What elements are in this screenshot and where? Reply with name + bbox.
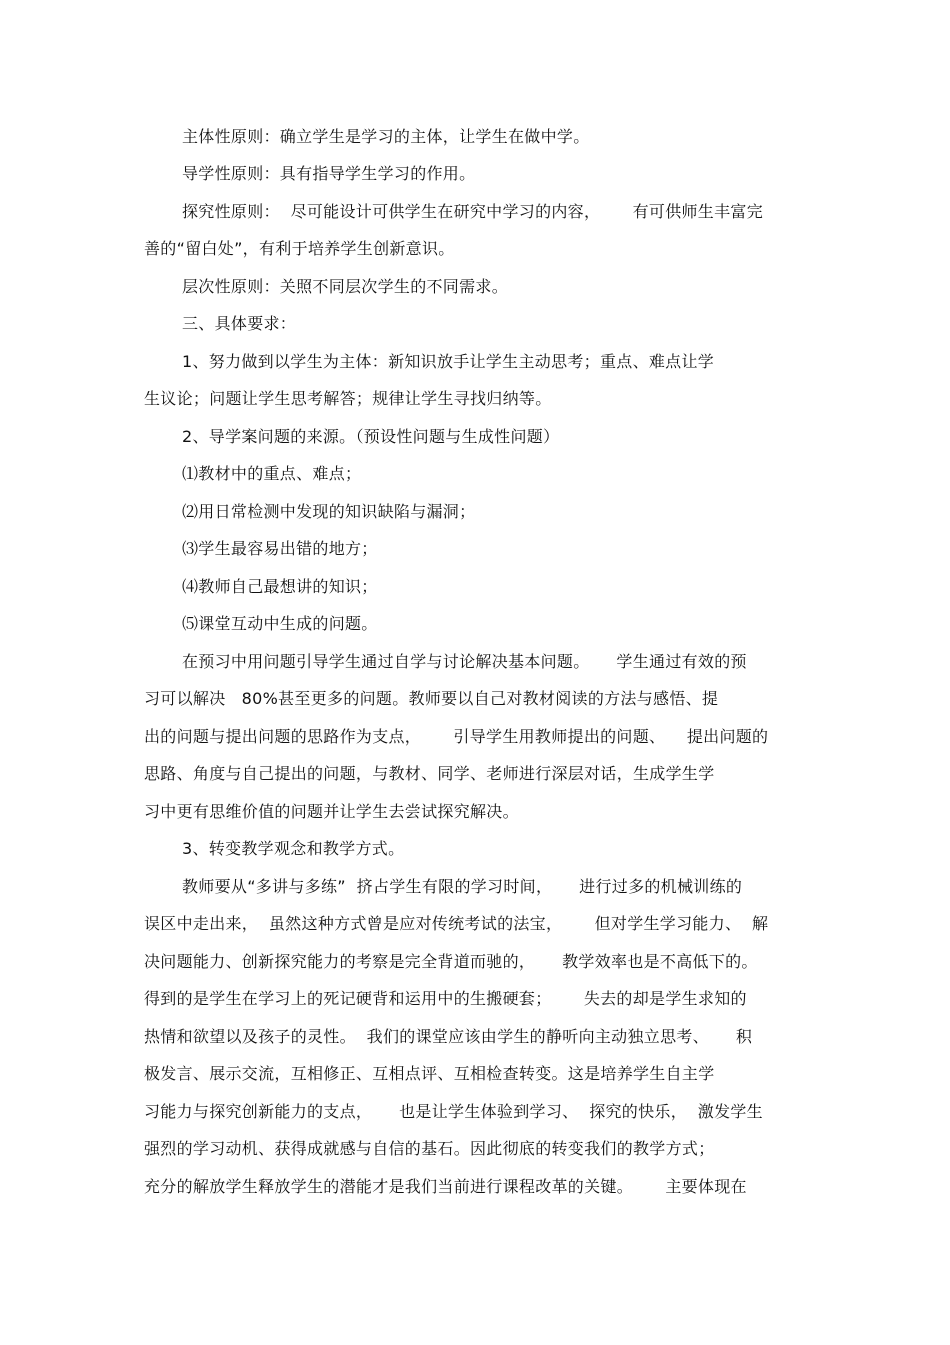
requirement-1-line-2: 生议论；问题让学生思考解答；规律让学生寻找归纳等。 (144, 389, 552, 408)
paragraph-teaching-line-6: 极发言、展示交流，互相修正、互相点评、互相检查转变。这是培养学生自主学 (144, 1064, 715, 1083)
list-item-1: ⑴教材中的重点、难点； (182, 464, 362, 483)
paragraph-inquiry-principle-line-1: 探究性原则： 尽可能设计可供学生在研究中学习的内容， 有可供师生丰富完 (182, 202, 763, 221)
paragraph-teaching-line-2: 误区中走出来， 虽然这种方式曾是应对传统考试的法宝， 但对学生学习能力、 解 (144, 914, 769, 933)
list-item-2: ⑵用日常检测中发现的知识缺陷与漏洞； (182, 502, 476, 521)
paragraph-teaching-line-9: 充分的解放学生释放学生的潜能才是我们当前进行课程改革的关键。 主要体现在 (144, 1177, 747, 1196)
paragraph-inquiry-principle-line-2: 善的“留白处”，有利于培养学生创新意识。 (144, 239, 455, 258)
requirement-1-line-1: 1、努力做到以学生为主体：新知识放手让学生主动思考；重点、难点让学 (182, 352, 715, 371)
paragraph-teaching-line-7: 习能力与探究创新能力的支点， 也是让学生体验到学习、 探究的快乐， 激发学生 (144, 1102, 763, 1121)
paragraph-preview-line-2: 习可以解决 80%甚至更多的问题。教师要以自己对教材阅读的方法与感悟、提 (144, 689, 719, 708)
paragraph-level-principle: 层次性原则：关照不同层次学生的不同需求。 (182, 277, 509, 296)
paragraph-teaching-line-5: 热情和欲望以及孩子的灵性。 我们的课堂应该由学生的静听向主动独立思考、 积 (144, 1027, 753, 1046)
requirement-2-heading: 2、导学案问题的来源。（预设性问题与生成性问题） (182, 427, 560, 446)
paragraph-preview-line-1: 在预习中用问题引导学生通过自学与讨论解决基本问题。 学生通过有效的预 (182, 652, 747, 671)
list-item-3: ⑶学生最容易出错的地方； (182, 539, 378, 558)
paragraph-guidance-principle: 导学性原则：具有指导学生学习的作用。 (182, 164, 476, 183)
paragraph-subject-principle: 主体性原则：确立学生是学习的主体，让学生在做中学。 (182, 127, 590, 146)
paragraph-preview-line-4: 思路、角度与自己提出的问题，与教材、同学、老师进行深层对话，生成学生学 (144, 764, 715, 783)
paragraph-teaching-line-4: 得到的是学生在学习上的死记硬背和运用中的生搬硬套； 失去的却是学生求知的 (144, 989, 747, 1008)
paragraph-preview-line-5: 习中更有思维价值的问题并让学生去尝试探究解决。 (144, 802, 519, 821)
list-item-5: ⑸课堂互动中生成的问题。 (182, 614, 378, 633)
paragraph-preview-line-3: 出的问题与提出问题的思路作为支点， 引导学生用教师提出的问题、 提出问题的 (144, 727, 769, 746)
paragraph-teaching-line-1: 教师要从“多讲与多练” 挤占学生有限的学习时间， 进行过多的机械训练的 (182, 877, 743, 896)
paragraph-teaching-line-3: 决问题能力、创新探究能力的考察是完全背道而驰的， 教学效率也是不高低下的。 (144, 952, 758, 971)
list-item-4: ⑷教师自己最想讲的知识； (182, 577, 378, 596)
paragraph-teaching-line-8: 强烈的学习动机、获得成就感与自信的基石。因此彻底的转变我们的教学方式； (144, 1139, 715, 1158)
section-heading-specific-requirements: 三、具体要求： (182, 314, 297, 333)
requirement-3-heading: 3、转变教学观念和教学方式。 (182, 839, 405, 858)
